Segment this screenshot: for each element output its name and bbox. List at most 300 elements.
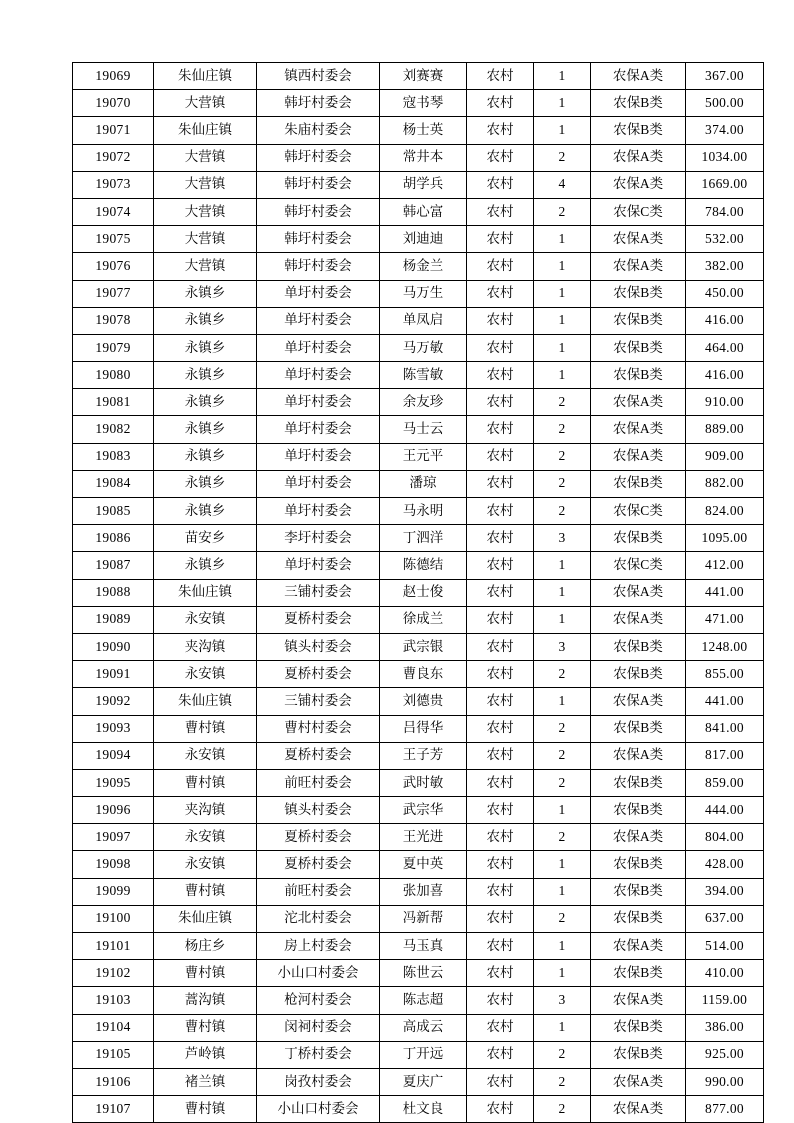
cell-category: 农保C类 [591,552,686,579]
cell-village: 沱北村委会 [257,905,380,932]
cell-category: 农保A类 [591,389,686,416]
cell-household-type: 农村 [467,742,534,769]
cell-person-count: 1 [534,797,591,824]
cell-household-type: 农村 [467,1096,534,1123]
table-row [73,416,764,443]
cell-person-count: 2 [534,198,591,225]
table-row [73,525,764,552]
table-row [73,443,764,470]
cell-person-count: 2 [534,715,591,742]
cell-name: 冯新帮 [380,905,467,932]
cell-category: 农保B类 [591,117,686,144]
cell-name: 单凤启 [380,307,467,334]
cell-amount: 1095.00 [686,525,764,552]
cell-category: 农保A类 [591,606,686,633]
cell-town: 朱仙庄镇 [154,117,257,144]
cell-name: 陈志超 [380,987,467,1014]
cell-id: 19092 [73,688,154,715]
table-row [73,1068,764,1095]
cell-amount: 1034.00 [686,144,764,171]
cell-town: 朱仙庄镇 [154,905,257,932]
cell-household-type: 农村 [467,797,534,824]
cell-amount: 859.00 [686,769,764,796]
cell-town: 杨庄乡 [154,933,257,960]
cell-amount: 367.00 [686,63,764,90]
cell-person-count: 1 [534,226,591,253]
cell-town: 永安镇 [154,851,257,878]
cell-person-count: 1 [534,362,591,389]
cell-village: 韩圩村委会 [257,90,380,117]
cell-village: 房上村委会 [257,933,380,960]
cell-town: 朱仙庄镇 [154,579,257,606]
cell-household-type: 农村 [467,878,534,905]
cell-town: 永镇乡 [154,470,257,497]
cell-name: 马士云 [380,416,467,443]
cell-amount: 841.00 [686,715,764,742]
subsidy-recipients-table [72,62,764,1123]
cell-category: 农保B类 [591,661,686,688]
cell-id: 19086 [73,525,154,552]
cell-name: 杨金兰 [380,253,467,280]
cell-amount: 450.00 [686,280,764,307]
cell-id: 19078 [73,307,154,334]
cell-household-type: 农村 [467,389,534,416]
cell-town: 永镇乡 [154,552,257,579]
cell-household-type: 农村 [467,552,534,579]
cell-town: 曹村镇 [154,769,257,796]
cell-id: 19085 [73,498,154,525]
cell-village: 韩圩村委会 [257,198,380,225]
cell-household-type: 农村 [467,960,534,987]
table-row [73,1041,764,1068]
cell-village: 前旺村委会 [257,769,380,796]
cell-town: 夹沟镇 [154,797,257,824]
cell-name: 王子芳 [380,742,467,769]
table-row [73,253,764,280]
cell-category: 农保A类 [591,253,686,280]
cell-town: 永镇乡 [154,389,257,416]
table-row [73,198,764,225]
cell-category: 农保C类 [591,498,686,525]
cell-household-type: 农村 [467,198,534,225]
cell-village: 单圩村委会 [257,362,380,389]
cell-village: 单圩村委会 [257,389,380,416]
cell-id: 19070 [73,90,154,117]
cell-person-count: 1 [534,307,591,334]
cell-name: 赵士俊 [380,579,467,606]
cell-person-count: 2 [534,905,591,932]
cell-category: 农保A类 [591,579,686,606]
cell-household-type: 农村 [467,688,534,715]
cell-category: 农保A类 [591,933,686,960]
cell-person-count: 2 [534,1096,591,1123]
cell-town: 永安镇 [154,824,257,851]
cell-name: 胡学兵 [380,171,467,198]
cell-amount: 882.00 [686,470,764,497]
cell-name: 余友珍 [380,389,467,416]
cell-person-count: 1 [534,579,591,606]
table-row [73,960,764,987]
cell-village: 丁桥村委会 [257,1041,380,1068]
cell-village: 三铺村委会 [257,688,380,715]
cell-id: 19107 [73,1096,154,1123]
cell-town: 夹沟镇 [154,633,257,660]
table-row [73,661,764,688]
cell-person-count: 3 [534,525,591,552]
cell-household-type: 农村 [467,905,534,932]
cell-household-type: 农村 [467,144,534,171]
cell-category: 农保A类 [591,416,686,443]
cell-person-count: 1 [534,90,591,117]
cell-amount: 925.00 [686,1041,764,1068]
cell-amount: 824.00 [686,498,764,525]
cell-person-count: 2 [534,443,591,470]
cell-person-count: 2 [534,389,591,416]
cell-id: 19094 [73,742,154,769]
table-row [73,171,764,198]
cell-category: 农保C类 [591,198,686,225]
cell-town: 曹村镇 [154,715,257,742]
cell-amount: 394.00 [686,878,764,905]
cell-person-count: 2 [534,769,591,796]
cell-village: 三铺村委会 [257,579,380,606]
cell-name: 陈德结 [380,552,467,579]
cell-id: 19090 [73,633,154,660]
cell-name: 王光进 [380,824,467,851]
cell-village: 夏桥村委会 [257,851,380,878]
cell-village: 单圩村委会 [257,334,380,361]
cell-household-type: 农村 [467,498,534,525]
cell-amount: 410.00 [686,960,764,987]
cell-category: 农保A类 [591,144,686,171]
cell-person-count: 1 [534,960,591,987]
cell-id: 19072 [73,144,154,171]
cell-town: 朱仙庄镇 [154,63,257,90]
cell-id: 19087 [73,552,154,579]
cell-person-count: 1 [534,334,591,361]
cell-category: 农保A类 [591,226,686,253]
cell-person-count: 1 [534,552,591,579]
table-row [73,498,764,525]
cell-category: 农保B类 [591,797,686,824]
table-row [73,1014,764,1041]
cell-category: 农保A类 [591,688,686,715]
cell-id: 19082 [73,416,154,443]
cell-town: 永安镇 [154,606,257,633]
cell-amount: 471.00 [686,606,764,633]
cell-person-count: 2 [534,498,591,525]
cell-name: 马万生 [380,280,467,307]
cell-id: 19098 [73,851,154,878]
cell-category: 农保B类 [591,769,686,796]
cell-person-count: 1 [534,63,591,90]
cell-category: 农保B类 [591,525,686,552]
cell-category: 农保A类 [591,1068,686,1095]
cell-town: 曹村镇 [154,1014,257,1041]
cell-category: 农保B类 [591,1041,686,1068]
cell-amount: 441.00 [686,688,764,715]
table-row [73,334,764,361]
cell-amount: 784.00 [686,198,764,225]
cell-household-type: 农村 [467,117,534,144]
cell-town: 永镇乡 [154,307,257,334]
cell-amount: 514.00 [686,933,764,960]
cell-id: 19093 [73,715,154,742]
cell-amount: 817.00 [686,742,764,769]
cell-village: 朱庙村委会 [257,117,380,144]
cell-household-type: 农村 [467,1014,534,1041]
cell-name: 寇书琴 [380,90,467,117]
cell-person-count: 1 [534,851,591,878]
cell-person-count: 2 [534,470,591,497]
cell-amount: 412.00 [686,552,764,579]
cell-id: 19091 [73,661,154,688]
cell-village: 单圩村委会 [257,416,380,443]
cell-village: 单圩村委会 [257,470,380,497]
cell-town: 大营镇 [154,226,257,253]
table-row [73,552,764,579]
table-row [73,715,764,742]
table-row [73,633,764,660]
cell-category: 农保B类 [591,1014,686,1041]
cell-village: 单圩村委会 [257,552,380,579]
cell-village: 单圩村委会 [257,280,380,307]
cell-amount: 1159.00 [686,987,764,1014]
cell-person-count: 1 [534,280,591,307]
cell-person-count: 2 [534,824,591,851]
cell-id: 19069 [73,63,154,90]
table-row [73,307,764,334]
cell-household-type: 农村 [467,715,534,742]
cell-id: 19102 [73,960,154,987]
table-row [73,579,764,606]
cell-amount: 804.00 [686,824,764,851]
cell-town: 曹村镇 [154,1096,257,1123]
cell-person-count: 3 [534,987,591,1014]
cell-id: 19089 [73,606,154,633]
cell-category: 农保B类 [591,851,686,878]
cell-household-type: 农村 [467,171,534,198]
cell-category: 农保B类 [591,905,686,932]
cell-village: 镇头村委会 [257,797,380,824]
table-row [73,63,764,90]
table-row [73,769,764,796]
cell-amount: 637.00 [686,905,764,932]
cell-village: 枪河村委会 [257,987,380,1014]
cell-amount: 416.00 [686,307,764,334]
cell-town: 永镇乡 [154,416,257,443]
cell-name: 刘德贵 [380,688,467,715]
cell-name: 常井本 [380,144,467,171]
cell-town: 永镇乡 [154,443,257,470]
cell-amount: 382.00 [686,253,764,280]
cell-name: 武宗银 [380,633,467,660]
cell-category: 农保B类 [591,307,686,334]
cell-id: 19096 [73,797,154,824]
cell-amount: 532.00 [686,226,764,253]
cell-household-type: 农村 [467,470,534,497]
cell-amount: 374.00 [686,117,764,144]
table-row [73,742,764,769]
cell-id: 19104 [73,1014,154,1041]
cell-name: 陈雪敏 [380,362,467,389]
cell-name: 徐成兰 [380,606,467,633]
cell-id: 19088 [73,579,154,606]
cell-amount: 441.00 [686,579,764,606]
cell-name: 陈世云 [380,960,467,987]
cell-household-type: 农村 [467,933,534,960]
table-row [73,90,764,117]
cell-id: 19106 [73,1068,154,1095]
cell-amount: 1248.00 [686,633,764,660]
cell-category: 农保B类 [591,878,686,905]
cell-id: 19081 [73,389,154,416]
cell-person-count: 1 [534,878,591,905]
cell-name: 高成云 [380,1014,467,1041]
cell-id: 19077 [73,280,154,307]
cell-id: 19074 [73,198,154,225]
table-row [73,470,764,497]
cell-person-count: 2 [534,416,591,443]
cell-person-count: 2 [534,1041,591,1068]
cell-person-count: 2 [534,742,591,769]
cell-id: 19101 [73,933,154,960]
table-row [73,144,764,171]
table-row [73,389,764,416]
table-row [73,606,764,633]
cell-category: 农保A类 [591,824,686,851]
cell-village: 夏桥村委会 [257,824,380,851]
cell-id: 19083 [73,443,154,470]
cell-amount: 416.00 [686,362,764,389]
cell-person-count: 1 [534,117,591,144]
cell-town: 大营镇 [154,253,257,280]
cell-name: 王元平 [380,443,467,470]
cell-category: 农保A类 [591,443,686,470]
cell-village: 前旺村委会 [257,878,380,905]
cell-household-type: 农村 [467,90,534,117]
cell-household-type: 农村 [467,307,534,334]
cell-amount: 464.00 [686,334,764,361]
table-row [73,688,764,715]
cell-id: 19073 [73,171,154,198]
cell-household-type: 农村 [467,769,534,796]
cell-town: 永镇乡 [154,334,257,361]
cell-name: 杨士英 [380,117,467,144]
cell-household-type: 农村 [467,63,534,90]
cell-id: 19084 [73,470,154,497]
cell-village: 镇头村委会 [257,633,380,660]
cell-amount: 444.00 [686,797,764,824]
cell-household-type: 农村 [467,226,534,253]
cell-village: 夏桥村委会 [257,606,380,633]
cell-id: 19071 [73,117,154,144]
cell-village: 镇西村委会 [257,63,380,90]
cell-town: 永镇乡 [154,362,257,389]
cell-town: 永安镇 [154,742,257,769]
cell-town: 芦岭镇 [154,1041,257,1068]
cell-name: 吕得华 [380,715,467,742]
cell-village: 单圩村委会 [257,498,380,525]
table-row [73,905,764,932]
cell-category: 农保B类 [591,90,686,117]
cell-village: 韩圩村委会 [257,144,380,171]
cell-village: 岗孜村委会 [257,1068,380,1095]
cell-name: 张加喜 [380,878,467,905]
table-row [73,933,764,960]
cell-id: 19075 [73,226,154,253]
cell-village: 小山口村委会 [257,960,380,987]
cell-town: 曹村镇 [154,878,257,905]
cell-person-count: 2 [534,1068,591,1095]
cell-village: 夏桥村委会 [257,742,380,769]
cell-village: 单圩村委会 [257,307,380,334]
cell-household-type: 农村 [467,334,534,361]
cell-household-type: 农村 [467,824,534,851]
cell-household-type: 农村 [467,525,534,552]
table-row [73,878,764,905]
cell-town: 蒿沟镇 [154,987,257,1014]
cell-person-count: 1 [534,933,591,960]
cell-name: 韩心富 [380,198,467,225]
cell-person-count: 1 [534,606,591,633]
cell-village: 李圩村委会 [257,525,380,552]
cell-name: 夏庆广 [380,1068,467,1095]
cell-person-count: 1 [534,253,591,280]
cell-id: 19100 [73,905,154,932]
table-row [73,851,764,878]
cell-amount: 1669.00 [686,171,764,198]
cell-id: 19099 [73,878,154,905]
table-row [73,797,764,824]
cell-category: 农保B类 [591,362,686,389]
cell-household-type: 农村 [467,280,534,307]
cell-village: 韩圩村委会 [257,171,380,198]
cell-household-type: 农村 [467,416,534,443]
cell-village: 闵祠村委会 [257,1014,380,1041]
cell-amount: 428.00 [686,851,764,878]
cell-name: 马万敏 [380,334,467,361]
cell-name: 刘赛赛 [380,63,467,90]
table-row [73,987,764,1014]
cell-id: 19095 [73,769,154,796]
cell-category: 农保B类 [591,960,686,987]
cell-person-count: 2 [534,144,591,171]
cell-name: 曹良东 [380,661,467,688]
cell-name: 武时敏 [380,769,467,796]
cell-id: 19097 [73,824,154,851]
cell-household-type: 农村 [467,253,534,280]
cell-village: 夏桥村委会 [257,661,380,688]
table-body [73,63,764,1123]
cell-household-type: 农村 [467,661,534,688]
cell-amount: 877.00 [686,1096,764,1123]
cell-household-type: 农村 [467,606,534,633]
cell-category: 农保B类 [591,334,686,361]
table-row [73,280,764,307]
cell-id: 19080 [73,362,154,389]
cell-village: 曹村村委会 [257,715,380,742]
cell-name: 杜文良 [380,1096,467,1123]
cell-amount: 909.00 [686,443,764,470]
table-row [73,117,764,144]
cell-amount: 910.00 [686,389,764,416]
cell-category: 农保B类 [591,280,686,307]
cell-village: 小山口村委会 [257,1096,380,1123]
cell-household-type: 农村 [467,851,534,878]
table-row [73,362,764,389]
cell-household-type: 农村 [467,1068,534,1095]
